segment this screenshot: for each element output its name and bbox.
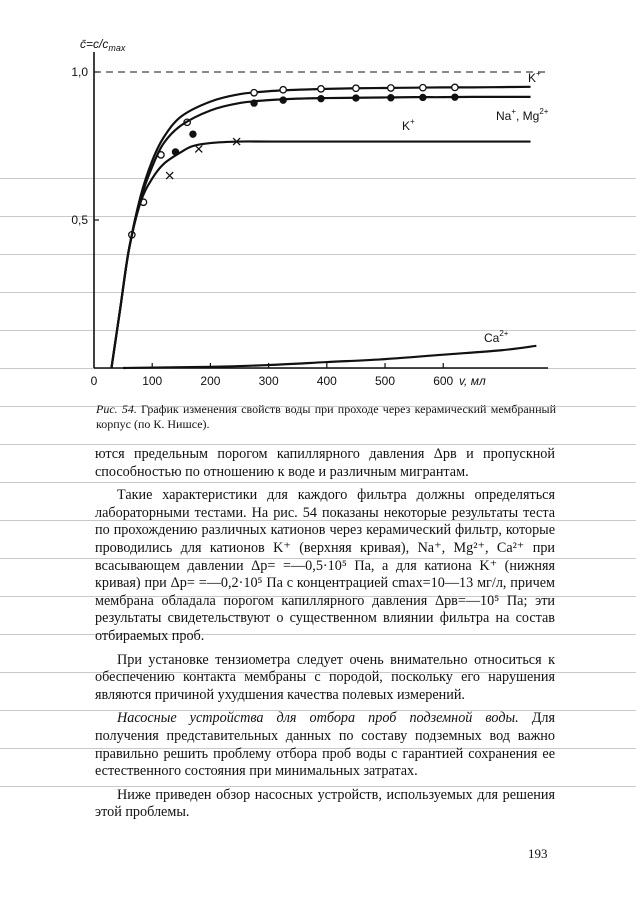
figure-caption	[96, 402, 556, 432]
chart-svg	[0, 0, 636, 400]
series-line-3	[111, 141, 530, 368]
series-label-sup: 2+	[499, 329, 509, 338]
series-label-2: Na+, $Mg^{2+}$	[496, 107, 549, 123]
series-line-4	[123, 346, 536, 368]
data-point-filled	[251, 100, 257, 106]
data-point-open	[280, 87, 286, 93]
data-point-filled	[280, 97, 286, 103]
y-axis-label-sub: max	[108, 43, 126, 53]
caption-number: Рис. 54.	[96, 402, 137, 416]
data-point-filled	[190, 131, 196, 137]
paragraph-4-text: Для получения представительных данных по составу подземных вод важно правильно решить проблему отбора проб воды с гарантией сохранения ее естественного состояния при минимальных затратах.	[95, 710, 555, 780]
x-axis-label: v, мл	[458, 374, 486, 388]
paragraph-3: При установке тензиометра следует очень внимательно относиться к обеспечению контакта мембраны с породой, поскольку его нарушения являются причиной ухудшения качества полевых измерений.	[95, 651, 555, 703]
series-label-sup: +	[511, 107, 517, 116]
data-point-filled	[318, 95, 324, 101]
x-tick-label: 300	[258, 374, 279, 388]
series-line-1	[111, 87, 530, 368]
data-point-open	[318, 86, 324, 92]
series-label-sup: +	[410, 117, 415, 126]
body-text	[95, 446, 555, 828]
data-point-filled	[388, 95, 394, 101]
data-point-open	[353, 85, 359, 91]
y-axis-label: $c̄=c/c_{max}$	[80, 37, 126, 53]
x-tick-label: 0	[90, 374, 98, 388]
series-line-2	[111, 97, 530, 368]
data-point-open	[420, 84, 426, 90]
y-tick-label: 1,0	[71, 65, 88, 79]
data-point-filled	[452, 94, 458, 100]
figure-54-chart	[0, 0, 636, 400]
x-tick-label: 600	[433, 374, 454, 388]
caption-text: График изменения свойств воды при проходе через керамический мембранный корпус (по К. Нишсе).	[96, 402, 556, 431]
series-label-4: $Ca^{2+}$	[484, 329, 509, 345]
series-label-1: K+	[528, 69, 541, 85]
paragraph-2: Такие характеристики для каждого фильтра должны определяться лабораторными тестами. На рис. 54 показаны некоторые результаты теста по прохождению различных катионов через керамический фильтр, которые проводились для катионов K⁺ (верхняя кривая), Na⁺, Mg²⁺, Ca²⁺ при всасывающем давлении Δp= =—0,5·10⁵ Па, а для катиона K⁺ (нижняя кривая) при Δp= =—0,2·10⁵ Па с концентрацией cmax=10—13 мг/л, причем мембрана обладала порогом капиллярного давления Δpв=—10⁵ Па; эти результаты свидетельствуют о существенном влиянии фильтра на состав отбираемых проб.	[95, 487, 555, 644]
y-tick-label: 0,5	[71, 213, 88, 227]
x-tick-label: 500	[375, 374, 396, 388]
page-number: 193	[528, 846, 548, 861]
paragraph-1: ются предельным порогом капиллярного давления Δpв и пропускной способностью по отношению к воде и различным мигрантам.	[95, 446, 555, 480]
x-tick-label: 200	[200, 374, 221, 388]
section-heading: Насосные устройства для отбора проб подземной воды.	[117, 710, 519, 727]
data-point-filled	[353, 95, 359, 101]
series-label-part2: , Mg	[516, 109, 540, 123]
paragraph-5: Ниже приведен обзор насосных устройств, используемых для решения этой проблемы.	[95, 786, 555, 821]
series-label-sup2: 2+	[539, 107, 549, 116]
data-point-filled	[420, 94, 426, 100]
data-point-open	[251, 90, 257, 96]
scan-rule-line	[0, 444, 636, 445]
x-tick-label: 400	[316, 374, 337, 388]
data-point-open	[452, 84, 458, 90]
data-point-cross	[166, 172, 173, 179]
paragraph-4	[95, 710, 555, 780]
data-point-cross	[195, 145, 202, 152]
series-label-3: K+	[402, 117, 415, 133]
x-tick-label: 100	[142, 374, 163, 388]
data-point-open	[388, 85, 394, 91]
series-label-sup: +	[536, 69, 541, 78]
